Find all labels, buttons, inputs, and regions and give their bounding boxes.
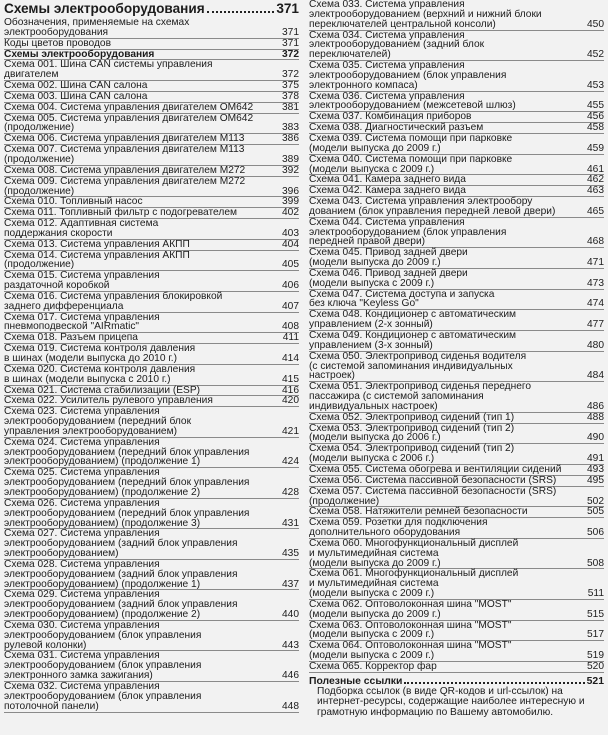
toc-entry-page: 450	[587, 18, 604, 30]
toc-entry[interactable]	[4, 251, 299, 272]
toc-entry-page: 420	[282, 395, 299, 407]
toc-entry-page: 462	[587, 174, 604, 186]
toc-entry[interactable]	[309, 600, 604, 621]
toc-entry-title: Схема 040. Система помощи при парковке (модели выпуска с 2009 г.)	[309, 153, 513, 175]
toc-entry[interactable]	[4, 177, 299, 198]
toc-entry-page: 435	[282, 548, 299, 560]
toc-entry-title: Схема 031. Система управления электрооборудованием (блок управления электронного замка зажигания)	[4, 650, 202, 682]
toc-entry[interactable]	[4, 344, 299, 365]
toc-entry-title: Схема 041. Камера заднего вида	[309, 174, 466, 186]
toc-entry-page: 471	[587, 257, 604, 269]
toc-entry[interactable]	[309, 269, 604, 290]
toc-entry[interactable]	[309, 641, 604, 662]
toc-entry-page: 371	[282, 26, 299, 38]
toc-entry[interactable]	[4, 621, 299, 652]
toc-entry-page: 421	[282, 425, 299, 437]
toc-entry-page: 459	[587, 142, 604, 154]
toc-entry-title: Схема 012. Адаптивная система поддержания скорости	[4, 218, 159, 239]
toc-entry-title: Схема 023. Система управления электрооборудованием (передний блок управления электрооборудованием)	[4, 406, 192, 437]
toc-entry-page: 399	[282, 196, 299, 208]
toc-entry-page: 414	[282, 353, 299, 364]
toc-entry[interactable]	[309, 61, 604, 92]
toc-entry-title: Схема 010. Топливный насос	[4, 196, 143, 208]
toc-entry-title: Схема 018. Разъем прицепа	[4, 332, 138, 344]
toc-entry-page: 383	[282, 122, 299, 134]
toc-entry[interactable]	[309, 487, 604, 508]
toc-entry-title: Схема 024. Система управления электрооборудованием (передний блок управления электрооборудованием) (продолжение 1)	[4, 436, 250, 468]
toc-entry-title: Схема 011. Топливный фильтр с подогревателем	[4, 207, 237, 219]
toc-entry-title: Схема 046. Привод задней двери (модели выпуска с 2009 г.)	[309, 267, 468, 289]
toc-entry-title: Схема 005. Система управления двигателем OM642 (продолжение)	[4, 112, 254, 134]
toc-entry[interactable]	[309, 155, 604, 176]
toc-entry[interactable]	[309, 134, 604, 155]
toc-entry-title: Схема 027. Система управления электрооборудованием (задний блок управления электрооборудованием)	[4, 528, 238, 560]
toc-entry-page: 372	[282, 69, 299, 81]
toc-entry-page: 406	[282, 280, 299, 292]
toc-entry-title: Схема 008. Система управления двигателем M272	[4, 164, 246, 176]
toc-entry-page: 378	[282, 90, 299, 102]
toc-entry-title: Схема 035. Система управления электрооборудованием (блок управления электронного компаса)	[309, 60, 507, 91]
toc-entry[interactable]	[309, 352, 604, 383]
toc-entry[interactable]	[4, 292, 299, 313]
toc-entry-page: 465	[587, 205, 604, 217]
toc-entry-page: 477	[587, 319, 604, 331]
toc-entry-title: Схема 062. Оптоволоконная шина "MOST" (модели выпуска до 2009 г.)	[309, 598, 512, 620]
toc-entry-title: Схема 020. Система контроля давления в шинах (модели выпуска с 2010 г.)	[4, 363, 196, 385]
toc-entry-title: Схема 058. Натяжители ремней безопасности	[309, 506, 528, 518]
toc-entry[interactable]	[4, 499, 299, 530]
toc-entry-page: 505	[587, 506, 604, 518]
toc-entry-page: 456	[587, 111, 604, 123]
toc-entry-title: Схема 002. Шина CAN салона	[4, 80, 148, 92]
useful-links-section[interactable]	[309, 676, 604, 718]
toc-entry-title: Схема 043. Система управления электрообору дованием (блок управления передней левой двери)	[309, 196, 556, 217]
toc-entry-title: Схема 050. Электропривод сиденья водителя (с системой запоминания индивидуальных настроек)	[309, 350, 527, 382]
toc-entry-title: Коды цветов проводов	[4, 37, 112, 49]
toc-entry-page: 490	[587, 432, 604, 444]
toc-entry[interactable]	[4, 560, 299, 591]
toc-entry-page: 411	[282, 332, 299, 344]
toc-entry[interactable]	[4, 365, 299, 386]
toc-entry-title: Схема 016. Система управления блокировкой заднего дифференциала	[4, 290, 223, 312]
toc-entry-title: Схема 034. Система управления электрооборудованием (задний блок переключателей)	[309, 29, 485, 61]
toc-entry[interactable]	[4, 240, 299, 251]
toc-entry[interactable]	[309, 290, 604, 311]
toc-entry-page: 474	[587, 298, 604, 310]
toc-entry-title: Схема 026. Система управления электрооборудованием (передний блок управления электрооборудованием) (продолжение 3)	[4, 497, 250, 529]
toc-entry-title: Схема 037. Комбинация приборов	[309, 111, 472, 123]
toc-entry-title: Схема 044. Система управления электрооборудованием (блок управления передней правой двери)	[309, 216, 507, 248]
toc-entry-title: Схема 014. Система управления АКПП (продолжение)	[4, 249, 190, 271]
toc-entry-title: Схема 065. Корректор фар	[309, 661, 437, 672]
toc-entry-page: 458	[587, 122, 604, 134]
toc-entry-title: Схема 063. Оптоволоконная шина "MOST" (модели выпуска с 2009 г.)	[309, 619, 512, 641]
toc-entry[interactable]	[309, 331, 604, 352]
chapter-title: Схемы электрооборудования	[4, 1, 205, 16]
toc-entry[interactable]	[309, 218, 604, 249]
toc-entry-title: Схема 049. Кондиционер с автоматическим управлением (3-х зонный)	[309, 330, 517, 351]
toc-entry-page: 461	[587, 163, 604, 175]
toc-entry[interactable]	[309, 569, 604, 600]
toc-entry-title: Схема 052. Электропривод сидений (тип 1)	[309, 411, 515, 423]
toc-entry-page: 515	[587, 608, 604, 620]
toc-entry-page: 416	[282, 384, 299, 396]
toc-entry[interactable]	[309, 248, 604, 269]
toc-entry-page: 493	[587, 463, 604, 475]
toc-entry[interactable]	[4, 468, 299, 499]
toc-entry[interactable]	[309, 0, 604, 31]
toc-entry-title: Схема 038. Диагностический разъем	[309, 122, 484, 134]
toc-entry-page: 389	[282, 153, 299, 165]
section-title: Схемы электрооборудования	[4, 48, 155, 60]
toc-entry-title: Схема 032. Система управления электрооборудованием (блок управления потолочной панели)	[4, 681, 202, 712]
toc-entry-page: 396	[282, 185, 299, 197]
toc-entry[interactable]	[309, 621, 604, 642]
toc-list-right	[309, 0, 604, 673]
toc-entry-title: Схема 028. Система управления электрооборудованием (задний блок управления электрооборудованием) (продолжение 1)	[4, 558, 238, 590]
toc-entry-title: Обозначения, применяемые на схемах электрооборудования	[4, 17, 190, 38]
toc-entry-page: 502	[587, 495, 604, 507]
toc-entry-page: 473	[587, 277, 604, 289]
toc-entry-page: 402	[282, 207, 299, 219]
toc-entry-page: 495	[587, 474, 604, 486]
toc-entry[interactable]	[4, 145, 299, 166]
toc-entry-title: Схема 025. Система управления электрооборудованием (передний блок управления электрооборудованием) (продолжение 2)	[4, 467, 250, 498]
toc-entry-page: 486	[587, 400, 604, 412]
toc-entry-title: Схема 055. Система обогрева и вентиляции сидений	[309, 463, 562, 475]
toc-entry-title: Схема 004. Система управления двигателем OM642	[4, 101, 254, 113]
toc-entry-title: Схема 039. Система помощи при парковке (модели выпуска до 2009 г.)	[309, 132, 513, 154]
toc-entry-page: 453	[587, 79, 604, 91]
toc-entry-page: 484	[587, 370, 604, 382]
toc-entry-title: Схема 045. Привод задней двери (модели выпуска до 2009 г.)	[309, 247, 468, 269]
section-page: 372	[282, 48, 299, 60]
toc-entry[interactable]	[4, 651, 299, 682]
toc-entry[interactable]	[4, 407, 299, 438]
chapter-heading[interactable]	[4, 1, 299, 17]
toc-entry-title: Схема 007. Система управления двигателем M113 (продолжение)	[4, 144, 245, 165]
toc-entry-title: Схема 060. Многофункциональный дисплей и мультимедийная система (модели выпуска до 2009 г.)	[309, 537, 519, 569]
toc-entry-title: Схема 053. Электропривод сидений (тип 2) (модели выпуска до 2006 г.)	[309, 422, 515, 444]
toc-entry[interactable]	[309, 662, 604, 673]
toc-entry[interactable]	[4, 529, 299, 560]
toc-entry[interactable]	[4, 39, 299, 50]
toc-entry-title: Схема 009. Система управления двигателем M272 (продолжение)	[4, 175, 246, 197]
toc-entry-page: 408	[282, 321, 299, 333]
toc-entry-title: Схема 036. Система управления электрооборудованием (межсетевой шлюз)	[309, 90, 516, 112]
toc-entry-page: 506	[587, 527, 604, 539]
toc-entry[interactable]	[309, 518, 604, 539]
toc-entry[interactable]	[4, 18, 299, 39]
toc-entry-page: 452	[587, 49, 604, 61]
toc-entry[interactable]	[4, 271, 299, 292]
toc-entry-title: Схема 015. Система управления раздаточной коробкой	[4, 270, 160, 292]
toc-entry-page: 480	[587, 339, 604, 351]
toc-entry-page: 443	[282, 639, 299, 651]
toc-entry-page: 437	[282, 578, 299, 590]
toc-entry-title: Схема 056. Система пассивной безопасности (SRS)	[309, 474, 557, 486]
toc-entry-page: 468	[587, 236, 604, 248]
toc-entry-page: 440	[282, 609, 299, 621]
toc-entry[interactable]	[309, 31, 604, 62]
toc-entry[interactable]	[309, 92, 604, 113]
leader-dots	[207, 11, 275, 13]
useful-links-page: 521	[586, 675, 604, 687]
toc-entry-page: 488	[587, 411, 604, 423]
toc-entry[interactable]	[4, 60, 299, 81]
toc-entry-page: 407	[282, 300, 299, 312]
toc-entry-title: Схема 021. Система стабилизации (ESP)	[4, 384, 201, 396]
toc-entry-page: 508	[587, 557, 604, 569]
toc-entry-title: Схема 057. Система пассивной безопасности (SRS) (продолжение)	[309, 485, 557, 507]
toc-entry[interactable]	[4, 103, 299, 114]
left-column	[4, 0, 299, 713]
toc-entry-page: 381	[282, 101, 299, 113]
right-column	[309, 0, 604, 718]
toc-entry-page: 511	[587, 588, 604, 600]
toc-entry[interactable]	[309, 444, 604, 465]
toc-entry-page: 431	[282, 517, 299, 529]
toc-entry-page: 371	[282, 37, 299, 49]
useful-links-description: Подборка ссылок (в виде QR-кодов и url-ссылок) на интернет-ресурсы, содержащие наиболее интересную и грамотную информацию по Вашему автомобилю.	[317, 685, 585, 718]
toc-entry-title: Схема 064. Оптоволоконная шина "MOST" (модели выпуска с 2009 г.)	[309, 640, 512, 662]
toc-entry[interactable]	[309, 539, 604, 570]
chapter-page: 371	[276, 1, 299, 16]
toc-entry-page: 455	[587, 100, 604, 112]
toc-entry-page: 386	[282, 133, 299, 145]
toc-entry-page: 463	[587, 185, 604, 197]
toc-entry[interactable]	[4, 313, 299, 334]
toc-entry-title: Схема 047. Система доступа и запуска без ключа "Keyless Go"	[309, 288, 495, 310]
useful-links-title: Полезные ссылки	[309, 675, 403, 687]
toc-entry[interactable]	[309, 197, 604, 218]
toc-entry-page: 415	[282, 373, 299, 385]
toc-entry-title: Схема 051. Электропривод сиденья переднего пассажира (с системой запоминания индивидуальных настроек)	[309, 381, 532, 412]
toc-entry[interactable]	[4, 219, 299, 240]
toc-entry[interactable]	[4, 590, 299, 621]
toc-entry-title: Схема 029. Система управления электрооборудованием (задний блок управления электрооборудованием) (продолжение 2)	[4, 589, 238, 621]
toc-entry-title: Схема 001. Шина CAN системы управления двигателем	[4, 59, 213, 81]
toc-entry-page: 491	[587, 453, 604, 465]
toc-entry-title: Схема 019. Система контроля давления в шинах (модели выпуска до 2010 г.)	[4, 343, 196, 364]
toc-entry[interactable]	[4, 438, 299, 469]
toc-entry-page: 517	[587, 629, 604, 641]
toc-entry-page: 428	[282, 486, 299, 498]
toc-entry[interactable]	[4, 682, 299, 713]
toc-entry-page: 520	[587, 661, 604, 672]
toc-entry-title: Схема 017. Система управления пневмоподвеской "AIRmatic"	[4, 311, 160, 333]
toc-entry-title: Схема 042. Камера заднего вида	[309, 185, 466, 197]
toc-entry-page: 405	[282, 259, 299, 271]
toc-entry-page: 519	[587, 650, 604, 662]
toc-entry-title: Схема 003. Шина CAN салона	[4, 90, 148, 102]
toc-entry-page: 446	[282, 670, 299, 682]
toc-list-left	[4, 60, 299, 712]
toc-entry-title: Схема 033. Система управления электрооборудованием (верхний и нижний блоки переключателей центральной консоли)	[309, 0, 542, 30]
leader-dots	[404, 682, 584, 684]
toc-entry-title: Схема 013. Система управления АКПП	[4, 238, 190, 250]
toc-entry[interactable]	[309, 424, 604, 445]
toc-entry-page: 404	[282, 238, 299, 250]
toc-entry-title: Схема 059. Розетки для подключения дополнительного оборудования	[309, 517, 488, 539]
intro-list	[4, 18, 299, 50]
toc-entry-title: Схема 022. Усилитель рулевого управления	[4, 395, 213, 407]
toc-entry[interactable]	[309, 413, 604, 424]
toc-entry-title: Схема 061. Многофункциональный дисплей и мультимедийная система (модели выпуска с 2009 г.)	[309, 568, 519, 600]
toc-entry[interactable]	[309, 382, 604, 413]
toc-entry-page: 392	[282, 164, 299, 176]
toc-entry-page: 448	[282, 700, 299, 712]
toc-entry-title: Схема 054. Электропривод сидений (тип 2) (модели выпуска с 2006 г.)	[309, 443, 515, 465]
toc-entry-page: 375	[282, 80, 299, 92]
toc-entry[interactable]	[4, 114, 299, 135]
toc-entry-title: Схема 048. Кондиционер с автоматическим управлением (2-х зонный)	[309, 309, 517, 331]
toc-entry-title: Схема 006. Система управления двигателем M113	[4, 133, 245, 145]
toc-entry-title: Схема 030. Система управления электрооборудованием (блок управления рулевой колонки)	[4, 619, 202, 651]
toc-entry-page: 424	[282, 456, 299, 468]
toc-entry-page: 403	[282, 227, 299, 239]
toc-entry[interactable]	[309, 310, 604, 331]
